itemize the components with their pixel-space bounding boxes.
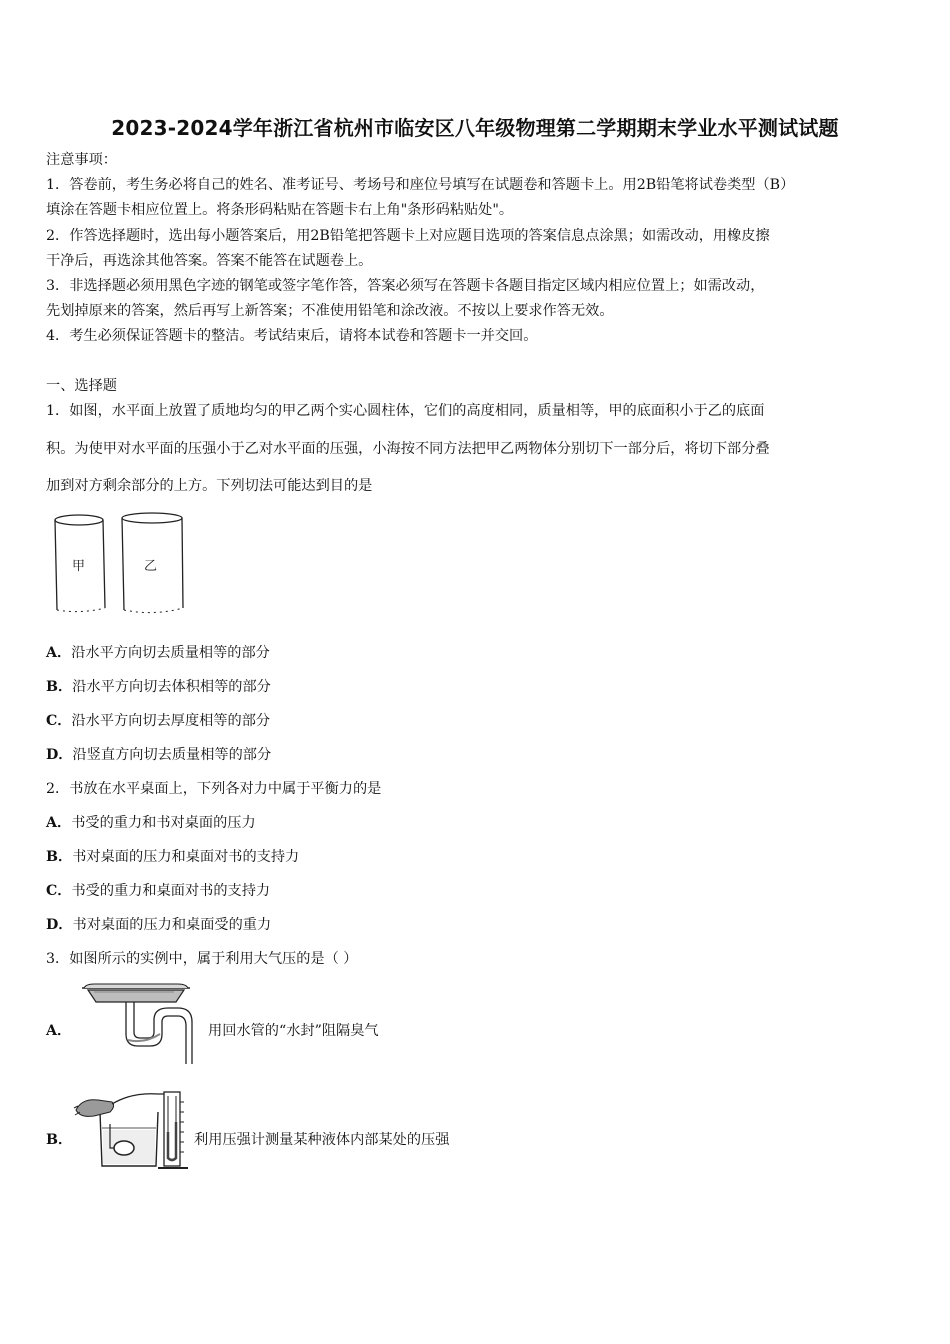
q1-option-b (46, 677, 906, 697)
notice-heading: 注意事项： (46, 152, 117, 168)
q3-option-b-text: 利用压强计测量某种液体内部某处的压强 (194, 1132, 450, 1148)
option-label: B． (46, 679, 73, 695)
q3-option-a-text: 用回水管的“水封”阻隔臭气 (208, 1023, 379, 1039)
q3-stem: 3．如图所示的实例中，属于利用大气压的是（ ） (46, 951, 358, 967)
q1-stem-line: 1．如图，水平面上放置了质地均匀的甲乙两个实心圆柱体，它们的高度相同，质量相等，甲的底面积小于乙的底面 (46, 403, 765, 419)
q1-stem-line: 加到对方剩余部分的上方。下列切法可能达到目的是 (46, 478, 373, 494)
option-text: 沿水平方向切去厚度相等的部分 (71, 713, 271, 729)
exam-title: 2023-2024学年浙江省杭州市临安区八年级物理第二学期期末学业水平测试试题 (111, 116, 839, 140)
option-text: 沿竖直方向切去质量相等的部分 (72, 747, 272, 763)
option-text: 书受的重力和桌面对书的支持力 (71, 883, 271, 899)
sink-trap-figure (80, 982, 195, 1067)
section-heading: 一、选择题 (46, 378, 117, 394)
q2-option-b (46, 847, 906, 867)
option-label: A． (46, 1023, 72, 1039)
notice-line: 2．作答选择题时，选出每小题答案后，用2B铅笔把答题卡上对应题目选项的答案信息点涂黑；如需改动，用橡皮擦 (46, 228, 770, 244)
option-label: A． (46, 815, 72, 831)
notice-line: 1．答卷前，考生务必将自己的姓名、准考证号、考场号和座位号填写在试题卷和答题卡上。用2B铅笔将试卷类型（B） (46, 177, 795, 193)
option-label: D． (46, 917, 73, 933)
cylinder-a-label: 甲 (72, 559, 86, 574)
notice-line: 3．非选择题必须用黑色字迹的钢笔或签字笔作答，答案必须写在答题卡各题目指定区域内相应位置上；如需改动， (46, 278, 765, 294)
q1-stem-line: 积。为使甲对水平面的压强小于乙对水平面的压强，小海按不同方法把甲乙两物体分别切下一部分后，将切下部分叠 (46, 441, 770, 457)
notice-line: 填涂在答题卡相应位置上。将条形码粘贴在答题卡右上角"条形码粘贴处"。 (46, 202, 514, 218)
q2-option-a (46, 813, 906, 833)
q2-option-c (46, 881, 906, 901)
option-label: C． (46, 883, 72, 899)
option-text: 沿水平方向切去质量相等的部分 (71, 645, 270, 661)
option-label: A． (46, 645, 72, 661)
q1-option-a (46, 643, 906, 663)
pressure-gauge-figure (72, 1088, 194, 1173)
notice-line: 干净后，再选涂其他答案。答案不能答在试题卷上。 (46, 253, 373, 269)
q2-option-d (46, 915, 906, 935)
q1-option-c (46, 711, 906, 731)
option-label: B． (46, 849, 73, 865)
option-label: C． (46, 713, 72, 729)
option-text: 书受的重力和书对桌面的压力 (71, 815, 256, 831)
option-text: 书对桌面的压力和桌面受的重力 (72, 917, 272, 933)
q1-option-d (46, 745, 906, 765)
option-text: 沿水平方向切去体积相等的部分 (72, 679, 271, 695)
notice-line: 4．考生必须保证答题卡的整洁。考试结束后，请将本试卷和答题卡一并交回。 (46, 328, 538, 344)
q2-stem: 2．书放在水平桌面上，下列各对力中属于平衡力的是 (46, 781, 382, 797)
q1-cylinders-figure (46, 510, 194, 620)
cylinder-b-label: 乙 (144, 559, 158, 574)
option-label: B． (46, 1132, 73, 1148)
notice-line: 先划掉原来的答案，然后再写上新答案；不准使用铅笔和涂改液。不按以上要求作答无效。 (46, 303, 614, 319)
option-text: 书对桌面的压力和桌面对书的支持力 (72, 849, 300, 865)
option-label: D． (46, 747, 73, 763)
